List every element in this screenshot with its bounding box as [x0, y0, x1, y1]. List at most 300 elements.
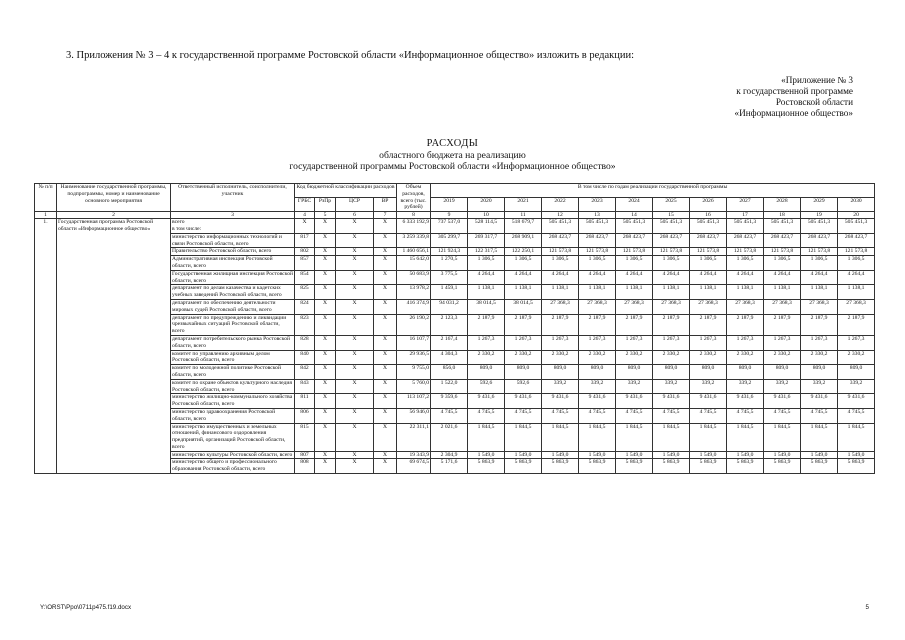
year-value: 2 187,9: [542, 314, 579, 335]
code-rzpr: X: [315, 248, 336, 256]
year-value: 809,0: [801, 365, 838, 380]
year-value: 9 359,6: [431, 394, 468, 409]
code-rzpr: X: [315, 285, 336, 300]
year-value: 1 549,0: [690, 451, 727, 459]
year-value: 2 330,2: [838, 350, 875, 365]
total-value: 50 683,9: [397, 270, 431, 285]
year-value: 339,2: [727, 379, 764, 394]
year-value: 27 368,3: [542, 299, 579, 314]
executor-name: Государственная жилищная инспекция Ростовской области, всего: [172, 270, 294, 284]
executor-name: департамент по предупреждению и ликвидации чрезвычайных ситуаций Ростовской области, всего: [172, 314, 287, 335]
total-value: 13 978,2: [397, 285, 431, 300]
column-number: 12: [542, 212, 579, 219]
column-number: 16: [690, 212, 727, 219]
year-value: 4 264,4: [616, 270, 653, 285]
column-number: 17: [727, 212, 764, 219]
header-num: № п/п: [35, 184, 57, 212]
year-value: 809,0: [764, 365, 801, 380]
year-value: 4 745,5: [838, 408, 875, 423]
code-vr: X: [374, 248, 397, 256]
year-value: 1 549,0: [801, 451, 838, 459]
column-number: 2: [57, 212, 171, 219]
year-value: 5 863,9: [838, 459, 875, 474]
year-value: 809,0: [838, 365, 875, 380]
year-value: 339,2: [801, 379, 838, 394]
code-vr: X: [374, 459, 397, 474]
year-value: 1 138,1: [468, 285, 505, 300]
intro-text: 3. Приложения № 3 – 4 к государственной программе Ростовской области «Информационное общество» изложить в редакции:: [66, 50, 634, 61]
year-value: 4 745,5: [505, 408, 542, 423]
program-name: Государственная программа Ростовской области «Информационное общество»: [57, 219, 171, 474]
year-value: 1 549,0: [579, 451, 616, 459]
year-value: 2 123,3: [431, 314, 468, 335]
code-grbs: 806: [295, 408, 315, 423]
total-value: 29 936,5: [397, 350, 431, 365]
year-value: 2 330,2: [616, 350, 653, 365]
column-number: 3: [171, 212, 295, 219]
appendix-line-2: к государственной программе: [736, 86, 853, 96]
year-value: 2 330,2: [801, 350, 838, 365]
column-number: 6: [336, 212, 374, 219]
header-year: 2019: [431, 198, 468, 212]
year-value: 1 844,5: [616, 423, 653, 451]
year-value: 592,6: [505, 379, 542, 394]
year-value: 339,2: [616, 379, 653, 394]
column-number: 5: [315, 212, 336, 219]
year-value: 592,6: [468, 379, 505, 394]
year-value: 1 844,5: [653, 423, 690, 451]
title-line-1: РАСХОДЫ: [426, 138, 479, 149]
year-value: 809,0: [542, 365, 579, 380]
year-value: 1 267,3: [801, 335, 838, 350]
code-rzpr: X: [315, 314, 336, 335]
total-value: 15 642,0: [397, 256, 431, 271]
year-value: 4 745,5: [431, 408, 468, 423]
total-value: 416 374,9: [397, 299, 431, 314]
year-value: 1 138,1: [801, 285, 838, 300]
header-budget-code: Код бюджетной классификации расходов: [295, 184, 397, 198]
year-value: 5 171,6: [431, 459, 468, 474]
column-number: 10: [468, 212, 505, 219]
executor-cell: [171, 408, 295, 423]
header-year: 2024: [616, 198, 653, 212]
year-value: 5 863,9: [801, 459, 838, 474]
header-year: 2023: [579, 198, 616, 212]
column-number: 11: [505, 212, 542, 219]
year-value: 5 863,9: [653, 459, 690, 474]
year-value: 4 745,5: [542, 408, 579, 423]
column-number: 14: [616, 212, 653, 219]
year-value: 9 431,6: [505, 394, 542, 409]
executor-cell: [171, 379, 295, 394]
executor-name: Правительство Ростовской области, всего: [172, 248, 272, 255]
year-value: 1 267,3: [764, 335, 801, 350]
year-value: 505 451,3: [801, 219, 838, 234]
code-vr: X: [374, 394, 397, 409]
year-value: 1 844,5: [727, 423, 764, 451]
executor-cell: [171, 423, 295, 451]
code-vr: X: [374, 408, 397, 423]
year-value: 121 573,8: [542, 248, 579, 256]
year-value: 5 863,9: [727, 459, 764, 474]
year-value: 121 573,8: [616, 248, 653, 256]
year-value: 339,2: [542, 379, 579, 394]
code-grbs: 824: [295, 299, 315, 314]
title-line-2: областного бюджета на реализацию: [379, 149, 526, 161]
year-value: 505 451,3: [542, 219, 579, 234]
code-rzpr: X: [315, 256, 336, 271]
code-csr: X: [336, 233, 374, 248]
year-value: 268 423,7: [616, 233, 653, 248]
column-number: 15: [653, 212, 690, 219]
year-value: 1 267,3: [505, 335, 542, 350]
executor-cell: [171, 459, 295, 474]
code-csr: X: [336, 299, 374, 314]
year-value: 9 431,6: [579, 394, 616, 409]
appendix-caption: [693, 75, 853, 119]
code-grbs: 857: [295, 256, 315, 271]
year-value: 121 573,8: [727, 248, 764, 256]
executor-cell: [171, 451, 295, 459]
executor-name: министерство жилищно-коммунального хозяйства Ростовской области, всего: [172, 394, 293, 408]
year-value: 38 014,5: [505, 299, 542, 314]
year-value: 268 423,7: [801, 233, 838, 248]
year-value: 1 267,3: [616, 335, 653, 350]
row-number: 1.: [35, 219, 57, 474]
executor-name: министерство общего и профессионального образования Ростовской области, всего: [172, 459, 277, 473]
year-value: 4 264,4: [727, 270, 764, 285]
year-value: 2 187,9: [653, 314, 690, 335]
year-value: 38 014,5: [468, 299, 505, 314]
year-value: 2 187,9: [764, 314, 801, 335]
year-value: 1 549,0: [653, 451, 690, 459]
year-value: 1 549,0: [838, 451, 875, 459]
executor-cell: [171, 365, 295, 380]
year-value: 809,0: [616, 365, 653, 380]
executor-name: Административная инспекция Ростовской области, всего: [172, 256, 273, 269]
year-value: 1 306,5: [727, 256, 764, 271]
code-rzpr: X: [315, 365, 336, 380]
year-value: 1 267,3: [838, 335, 875, 350]
year-value: 27 368,3: [616, 299, 653, 314]
year-value: 9 431,6: [690, 394, 727, 409]
page-number: 5: [865, 604, 869, 611]
year-value: 505 451,3: [616, 219, 653, 234]
header-year: 2022: [542, 198, 579, 212]
year-value: 121 573,8: [764, 248, 801, 256]
year-value: 27 368,3: [838, 299, 875, 314]
total-value: 69 674,5: [397, 459, 431, 474]
year-value: 2 187,9: [690, 314, 727, 335]
year-value: 1 138,1: [838, 285, 875, 300]
year-value: 2 330,2: [542, 350, 579, 365]
year-value: 268 909,1: [505, 233, 542, 248]
code-rzpr: X: [315, 408, 336, 423]
year-value: 339,2: [653, 379, 690, 394]
year-value: 1 138,1: [616, 285, 653, 300]
executor-cell: [171, 335, 295, 350]
year-value: 2 187,9: [616, 314, 653, 335]
header-rzpr: РзПр: [315, 198, 336, 212]
year-value: 809,0: [505, 365, 542, 380]
year-value: 339,2: [579, 379, 616, 394]
year-value: 1 267,3: [727, 335, 764, 350]
executor-cell: [171, 394, 295, 409]
code-rzpr: X: [315, 299, 336, 314]
year-value: 1 844,5: [764, 423, 801, 451]
executor-name: комитет по молодежной политике Ростовской области, всего: [172, 365, 281, 378]
year-value: 1 549,0: [542, 451, 579, 459]
code-csr: X: [336, 256, 374, 271]
year-value: 2 330,2: [690, 350, 727, 365]
code-csr: X: [336, 219, 374, 234]
year-value: 2 187,9: [505, 314, 542, 335]
year-value: 5 863,9: [505, 459, 542, 474]
year-value: 809,0: [653, 365, 690, 380]
code-grbs: X: [295, 219, 315, 234]
year-value: 268 423,7: [838, 233, 875, 248]
year-value: 27 368,3: [801, 299, 838, 314]
total-value: 9 755,0: [397, 365, 431, 380]
column-number: 13: [579, 212, 616, 219]
year-value: 1 306,5: [505, 256, 542, 271]
year-value: 518 679,7: [505, 219, 542, 234]
year-value: 5 863,9: [764, 459, 801, 474]
year-value: 2 330,2: [727, 350, 764, 365]
year-value: 2 304,9: [431, 451, 468, 459]
code-grbs: 817: [295, 233, 315, 248]
executor-cell: [171, 233, 295, 248]
year-value: 2 330,2: [653, 350, 690, 365]
year-value: 1 267,3: [542, 335, 579, 350]
year-value: 2 330,2: [764, 350, 801, 365]
total-value: 1 460 656,1: [397, 248, 431, 256]
year-value: 4 745,5: [579, 408, 616, 423]
code-grbs: 843: [295, 379, 315, 394]
year-value: 4 264,4: [653, 270, 690, 285]
header-csr: ЦСР: [336, 198, 374, 212]
year-value: 4 745,5: [690, 408, 727, 423]
year-value: 4 264,4: [690, 270, 727, 285]
header-year: 2025: [653, 198, 690, 212]
year-value: 4 264,4: [505, 270, 542, 285]
code-rzpr: X: [315, 350, 336, 365]
code-csr: X: [336, 394, 374, 409]
code-rzpr: X: [315, 379, 336, 394]
executor-cell: [171, 248, 295, 256]
code-csr: X: [336, 314, 374, 335]
year-value: 121 573,8: [690, 248, 727, 256]
year-value: 4 264,4: [468, 270, 505, 285]
appendix-line-1: «Приложение № 3: [781, 75, 853, 85]
code-grbs: 840: [295, 350, 315, 365]
code-csr: X: [336, 451, 374, 459]
year-value: 5 863,9: [579, 459, 616, 474]
year-value: 4 745,5: [468, 408, 505, 423]
year-value: 2 330,2: [579, 350, 616, 365]
year-value: 121 573,8: [801, 248, 838, 256]
executor-subtitle: в том числе:: [172, 225, 202, 232]
code-grbs: 802: [295, 248, 315, 256]
year-value: 856,0: [431, 365, 468, 380]
code-vr: X: [374, 451, 397, 459]
year-value: 2 187,9: [838, 314, 875, 335]
year-value: 505 451,3: [727, 219, 764, 234]
header-total: Объем расходов, всего (тыс. рублей): [397, 184, 431, 212]
year-value: 1 844,5: [542, 423, 579, 451]
year-value: 1 306,5: [801, 256, 838, 271]
year-value: 1 267,3: [468, 335, 505, 350]
year-value: 305 299,7: [431, 233, 468, 248]
year-value: 94 031,2: [431, 299, 468, 314]
year-value: 809,0: [468, 365, 505, 380]
header-executor: Ответственный исполнитель, соисполнители, участник: [171, 184, 295, 212]
year-value: 1 306,5: [468, 256, 505, 271]
appendix-line-3: Ростовской области: [775, 97, 853, 107]
year-value: 1 306,5: [653, 256, 690, 271]
code-vr: X: [374, 299, 397, 314]
code-grbs: 807: [295, 451, 315, 459]
total-value: 113 107,2: [397, 394, 431, 409]
total-value: 56 946,0: [397, 408, 431, 423]
code-vr: X: [374, 314, 397, 335]
year-value: 528 114,5: [468, 219, 505, 234]
code-grbs: 815: [295, 423, 315, 451]
header-by-years: В том числе по годам реализации государственной программы: [431, 184, 875, 198]
year-value: 809,0: [727, 365, 764, 380]
year-value: 1 549,0: [505, 451, 542, 459]
year-value: 9 431,6: [653, 394, 690, 409]
column-number: 20: [838, 212, 875, 219]
executor-name: департамент по обеспечению деятельности мировых судей Ростовской области, всего: [172, 299, 276, 313]
executor-name: всего: [172, 219, 185, 226]
year-value: 2 187,9: [801, 314, 838, 335]
code-csr: X: [336, 350, 374, 365]
code-rzpr: X: [315, 233, 336, 248]
year-value: 505 451,3: [838, 219, 875, 234]
appendix-line-4: «Информационное общество»: [734, 108, 853, 118]
year-value: 505 451,3: [690, 219, 727, 234]
code-grbs: 811: [295, 394, 315, 409]
year-value: 1 270,5: [431, 256, 468, 271]
code-rzpr: X: [315, 335, 336, 350]
year-value: 1 306,5: [616, 256, 653, 271]
year-value: 27 368,3: [690, 299, 727, 314]
code-grbs: 854: [295, 270, 315, 285]
year-value: 9 431,6: [542, 394, 579, 409]
year-value: 4 745,5: [653, 408, 690, 423]
year-value: 9 431,6: [838, 394, 875, 409]
executor-cell: [171, 299, 295, 314]
code-grbs: 825: [295, 285, 315, 300]
year-value: 9 431,6: [616, 394, 653, 409]
executor-cell: [171, 270, 295, 285]
executor-cell: [171, 256, 295, 271]
year-value: 4 264,4: [838, 270, 875, 285]
year-value: 809,0: [690, 365, 727, 380]
year-value: 1 306,5: [764, 256, 801, 271]
year-value: 268 423,7: [727, 233, 764, 248]
executor-name: комитет по охране объектов культурного наследия Ростовской области, всего: [172, 379, 292, 393]
year-value: 2 021,6: [431, 423, 468, 451]
year-value: 2 330,2: [468, 350, 505, 365]
column-number: 19: [801, 212, 838, 219]
code-grbs: 823: [295, 314, 315, 335]
header-year: 2028: [764, 198, 801, 212]
code-csr: X: [336, 423, 374, 451]
code-vr: X: [374, 270, 397, 285]
year-value: 2 330,2: [505, 350, 542, 365]
code-csr: X: [336, 270, 374, 285]
year-value: 121 573,8: [838, 248, 875, 256]
year-value: 2 167,4: [431, 335, 468, 350]
title-line-3: государственной программы Ростовской области «Информационное общество»: [289, 161, 616, 172]
year-value: 1 522,0: [431, 379, 468, 394]
executor-name: министерство здравоохранения Ростовской области, всего: [172, 408, 276, 422]
year-value: 1 138,1: [690, 285, 727, 300]
year-value: 5 863,9: [690, 459, 727, 474]
code-vr: X: [374, 423, 397, 451]
year-value: 121 573,8: [653, 248, 690, 256]
year-value: 9 431,6: [801, 394, 838, 409]
year-value: 1 844,5: [579, 423, 616, 451]
total-value: 5 760,0: [397, 379, 431, 394]
document-title: [0, 138, 905, 173]
total-value: 26 190,2: [397, 314, 431, 335]
year-value: 4 264,4: [542, 270, 579, 285]
column-number: 4: [295, 212, 315, 219]
code-rzpr: X: [315, 423, 336, 451]
year-value: 5 863,9: [616, 459, 653, 474]
code-csr: X: [336, 459, 374, 474]
table-row: [35, 219, 875, 234]
year-value: 1 306,5: [838, 256, 875, 271]
header-grbs: ГРБС: [295, 198, 315, 212]
year-value: 27 368,3: [653, 299, 690, 314]
code-vr: X: [374, 350, 397, 365]
year-value: 1 138,1: [542, 285, 579, 300]
code-vr: X: [374, 256, 397, 271]
header-year: 2020: [468, 198, 505, 212]
total-value: 22 311,1: [397, 423, 431, 451]
code-csr: X: [336, 335, 374, 350]
year-value: 5 863,9: [542, 459, 579, 474]
year-value: 9 431,6: [468, 394, 505, 409]
executor-cell: [171, 314, 295, 335]
year-value: 339,2: [838, 379, 875, 394]
year-value: 4 745,5: [616, 408, 653, 423]
code-vr: X: [374, 219, 397, 234]
year-value: 2 187,9: [468, 314, 505, 335]
total-value: 3 259 339,8: [397, 233, 431, 248]
year-value: 4 264,4: [801, 270, 838, 285]
column-number: 7: [374, 212, 397, 219]
year-value: 1 459,1: [431, 285, 468, 300]
code-rzpr: X: [315, 219, 336, 234]
year-value: 3 775,5: [431, 270, 468, 285]
header-vr: ВР: [374, 198, 397, 212]
executor-cell: [171, 285, 295, 300]
total-value: 16 107,7: [397, 335, 431, 350]
year-value: 1 138,1: [727, 285, 764, 300]
year-value: 2 187,9: [727, 314, 764, 335]
code-grbs: 842: [295, 365, 315, 380]
year-value: 4 304,3: [431, 350, 468, 365]
expenses-table: [34, 183, 875, 474]
year-value: 1 844,5: [838, 423, 875, 451]
year-value: 1 138,1: [764, 285, 801, 300]
year-value: 5 863,9: [468, 459, 505, 474]
